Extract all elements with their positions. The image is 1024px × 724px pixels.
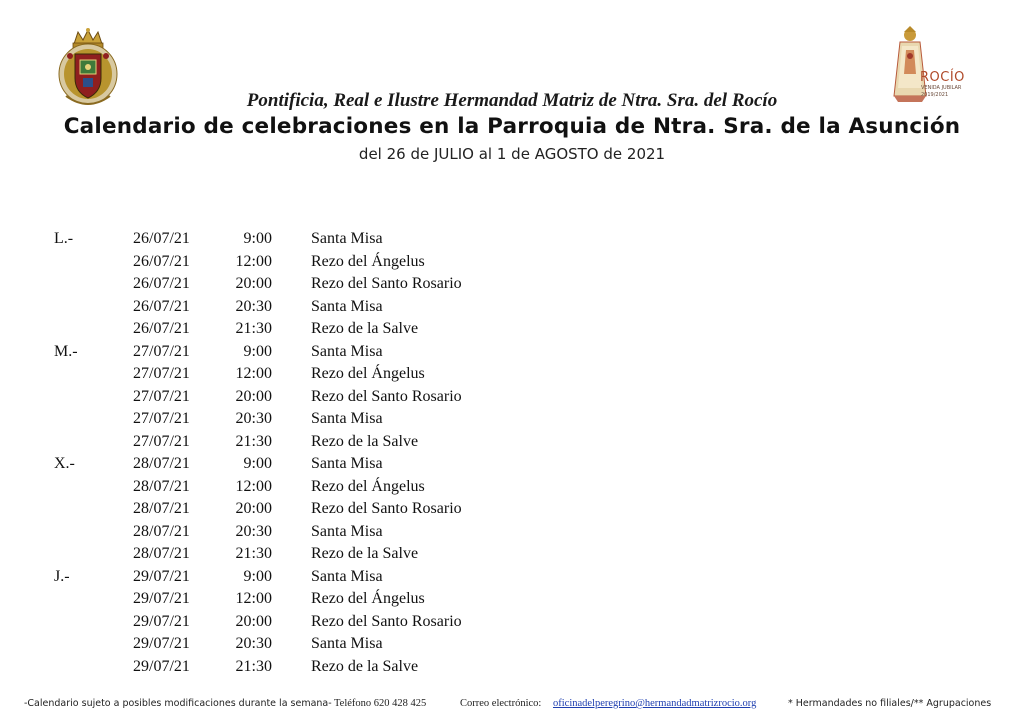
schedule-row — [0, 498, 1024, 521]
event-cell: Santa Misa — [311, 455, 383, 472]
email-link[interactable]: oficinadelperegrino@hermandadmatrizrocio.org — [553, 698, 757, 709]
time-cell: 21:30 — [235, 657, 272, 675]
page-footer — [0, 697, 1024, 713]
event-cell: Rezo de la Salve — [311, 320, 419, 337]
event-cell: Rezo del Santo Rosario — [311, 612, 462, 630]
event-cell: Rezo del Santo Rosario — [311, 387, 462, 405]
date-range: del 26 de JULIO al 1 de AGOSTO de 2021 — [358, 145, 666, 163]
rocio-logo-word: ROCÍO — [920, 70, 965, 85]
schedule-row — [0, 543, 1024, 566]
time-cell: 12:00 — [235, 590, 272, 607]
schedule-row — [0, 296, 1024, 319]
date-cell: 27/07/21 — [133, 387, 190, 405]
day-label: L.- — [54, 230, 74, 247]
event-cell: Santa Misa — [311, 522, 383, 540]
schedule-row — [0, 408, 1024, 431]
time-cell: 20:30 — [235, 297, 272, 315]
time-cell: 20:30 — [235, 522, 272, 540]
date-cell: 29/07/21 — [133, 590, 190, 607]
event-cell: Rezo del Ángelus — [311, 365, 425, 382]
event-cell: Santa Misa — [311, 410, 383, 427]
time-cell: 9:00 — [243, 230, 272, 247]
event-cell: Rezo del Ángelus — [311, 590, 425, 607]
rocio-logo-tagline: VENIDA JUBILAR — [921, 85, 962, 91]
event-cell: Rezo de la Salve — [311, 545, 419, 562]
date-cell: 29/07/21 — [133, 612, 190, 630]
date-cell: 28/07/21 — [133, 545, 190, 562]
time-cell: 12:00 — [235, 252, 272, 270]
event-cell: Santa Misa — [311, 635, 383, 652]
schedule-row — [0, 611, 1024, 634]
event-cell: Rezo de la Salve — [311, 657, 419, 675]
time-cell: 20:00 — [235, 275, 272, 292]
date-cell: 29/07/21 — [133, 657, 190, 675]
time-cell: 20:30 — [235, 635, 272, 652]
schedule-row — [0, 341, 1024, 364]
schedule-row — [0, 431, 1024, 454]
time-cell: 20:00 — [235, 387, 272, 405]
schedule-row — [0, 251, 1024, 274]
time-cell: 21:30 — [235, 432, 272, 450]
date-cell: 27/07/21 — [133, 410, 190, 427]
time-cell: 9:00 — [243, 342, 272, 360]
rocio-logo-years: 2019/2021 — [921, 92, 949, 98]
page-title: Calendario de celebraciones en la Parroquia de Ntra. Sra. de la Asunción — [63, 114, 961, 139]
schedule-row — [0, 476, 1024, 499]
schedule-row — [0, 273, 1024, 296]
day-label: M.- — [54, 342, 78, 360]
date-cell: 28/07/21 — [133, 522, 190, 540]
schedule-row — [0, 228, 1024, 251]
time-cell: 21:30 — [235, 320, 272, 337]
legend-note: * Hermandades no filiales/** Agrupaciones — [788, 698, 992, 709]
date-cell: 29/07/21 — [133, 635, 190, 652]
celebrations-schedule — [0, 228, 1024, 678]
time-cell: 9:00 — [243, 567, 272, 585]
event-cell: Santa Misa — [311, 342, 383, 360]
time-cell: 20:30 — [235, 410, 272, 427]
date-cell: 27/07/21 — [133, 432, 190, 450]
schedule-row — [0, 588, 1024, 611]
schedule-row — [0, 521, 1024, 544]
date-cell: 27/07/21 — [133, 365, 190, 382]
time-cell: 20:00 — [235, 500, 272, 517]
date-cell: 28/07/21 — [133, 477, 190, 495]
date-cell: 26/07/21 — [133, 297, 190, 315]
time-cell: 21:30 — [235, 545, 272, 562]
time-cell: 12:00 — [235, 477, 272, 495]
disclaimer-note: -Calendario sujeto a posibles modificaciones durante la semana- — [24, 698, 332, 709]
date-cell: 29/07/21 — [133, 567, 190, 585]
date-cell: 26/07/21 — [133, 230, 190, 247]
time-cell: 9:00 — [243, 455, 272, 472]
schedule-row — [0, 318, 1024, 341]
event-cell: Santa Misa — [311, 297, 383, 315]
date-cell: 26/07/21 — [133, 275, 190, 292]
date-cell: 26/07/21 — [133, 320, 190, 337]
email-label: Correo electrónico: — [460, 698, 542, 709]
time-cell: 20:00 — [235, 612, 272, 630]
time-cell: 12:00 — [235, 365, 272, 382]
schedule-row — [0, 453, 1024, 476]
day-label: X.- — [54, 455, 75, 472]
event-cell: Rezo de la Salve — [311, 432, 419, 450]
date-cell: 27/07/21 — [133, 342, 190, 360]
event-cell: Rezo del Santo Rosario — [311, 275, 462, 292]
event-cell: Rezo del Santo Rosario — [311, 500, 462, 517]
event-cell: Rezo del Ángelus — [311, 252, 425, 270]
date-cell: 28/07/21 — [133, 500, 190, 517]
schedule-row — [0, 363, 1024, 386]
phone-number: Teléfono 620 428 425 — [334, 698, 427, 709]
schedule-row — [0, 633, 1024, 656]
day-label: J.- — [54, 567, 70, 585]
event-cell: Santa Misa — [311, 230, 383, 247]
date-cell: 28/07/21 — [133, 455, 190, 472]
schedule-row — [0, 566, 1024, 589]
schedule-row — [0, 386, 1024, 409]
schedule-row — [0, 656, 1024, 679]
date-cell: 26/07/21 — [133, 252, 190, 270]
event-cell: Rezo del Ángelus — [311, 477, 425, 495]
hermandad-name: Pontificia, Real e Ilustre Hermandad Matriz de Ntra. Sra. del Rocío — [246, 90, 778, 111]
event-cell: Santa Misa — [311, 567, 383, 585]
